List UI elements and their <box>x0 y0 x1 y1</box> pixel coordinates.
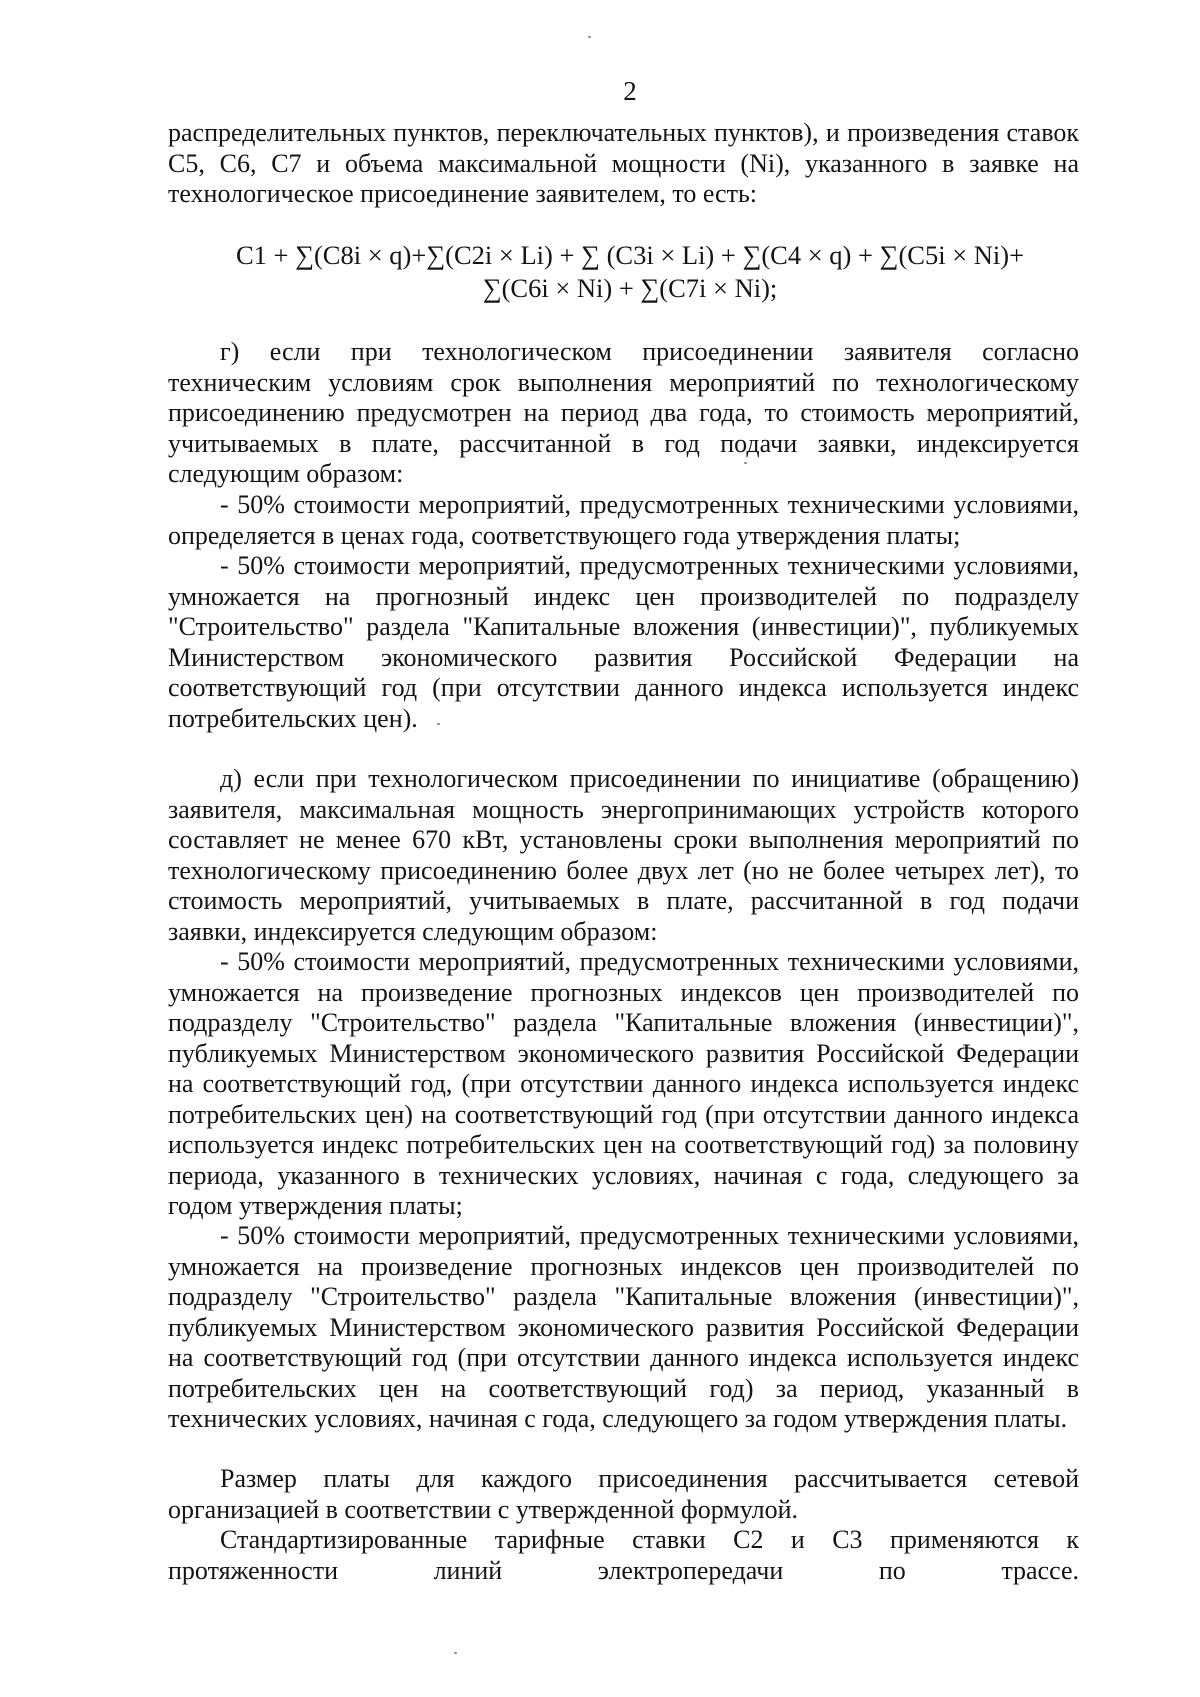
payment-formula <box>120 239 1140 305</box>
fee-size-paragraph: Размер платы для каждого присоединения рассчитывается сетевой организацией в соответствии с утвержденной формулой. <box>168 1464 1079 1524</box>
clause-d-item-2: - 50% стоимости мероприятий, предусмотренных техническими условиями, умножается на произведение прогнозных индексов цен производителей по подразделу "Строительство" раздела "Капитальные вложения (инвестиции)", публикуемых Министерством экономического развития Российской Федерации на соответствующий год (при отсутствии данного индекса используется индекс потребительских цен на соответствующий год) за период, указанный в технических условиях, начиная с года, следующего за годом утверждения платы. <box>168 1221 1079 1433</box>
page-number: 2 <box>623 76 637 106</box>
scan-speck <box>437 723 440 725</box>
scan-speck <box>454 1652 457 1654</box>
clause-g-item-1: - 50% стоимости мероприятий, предусмотренных техническими условиями, определяется в ценах года, соответствующего года утверждения платы; <box>168 490 1079 550</box>
scan-speck <box>588 36 591 38</box>
clause-g-paragraph: г) если при технологическом присоединении заявителя согласно техническим условиям срок выполнения мероприятий по технологическому присоединению предусмотрен на период два года, то стоимость мероприятий, учитываемых в плате, рассчитанной в год подачи заявки, индексируется следующим образом: <box>168 337 1079 488</box>
clause-g-item-2: - 50% стоимости мероприятий, предусмотренных техническими условиями, умножается на прогнозный индекс цен производителей по подразделу "Строительство" раздела "Капитальные вложения (инвестиции)", публикуемых Министерством экономического развития Российской Федерации на соответствующий год (при отсутствии данного индекса используется индекс потребительских цен). <box>168 551 1079 733</box>
clause-d-paragraph: д) если при технологическом присоединении по инициативе (обращению) заявителя, максимальная мощность энергопринимающих устройств которого составляет не менее 670 кВт, установлены сроки выполнения мероприятий по технологическому присоединению более двух лет (но не более четырех лет), то стоимость мероприятий, учитываемых в плате, рассчитанной в год подачи заявки, индексируется следующим образом: <box>168 764 1079 946</box>
clause-d-item-1: - 50% стоимости мероприятий, предусмотренных техническими условиями, умножается на произведение прогнозных индексов цен производителей по подразделу "Строительство" раздела "Капитальные вложения (инвестиции)", публикуемых Министерством экономического развития Российской Федерации на соответствующий год, (при отсутствии данного индекса используется индекс потребительских цен) на соответствующий год (при отсутствии данного индекса используется индекс потребительских цен на соответствующий год) за половину периода, указанного в технических условиях, начиная с года, следующего за годом утверждения платы; <box>168 947 1079 1220</box>
standard-rates-paragraph: Стандартизированные тарифные ставки С2 и С3 применяются к протяженности линий электропередачи по трассе. <box>168 1525 1079 1585</box>
intro-paragraph: распределительных пунктов, переключательных пунктов), и произведения ставок С5, С6, С7 и объема максимальной мощности (Ni), указанного в заявке на технологическое присоединение заявителем, то есть: <box>168 118 1079 208</box>
scan-speck <box>744 462 747 464</box>
formula-line-1: С1 + ∑(С8i × q)+∑(С2i × Li) + ∑ (С3i × Li) + ∑(С4 × q) + ∑(С5i × Ni)+ <box>235 240 1025 270</box>
formula-line-2: ∑(С6i × Ni) + ∑(С7i × Ni); <box>482 273 778 303</box>
